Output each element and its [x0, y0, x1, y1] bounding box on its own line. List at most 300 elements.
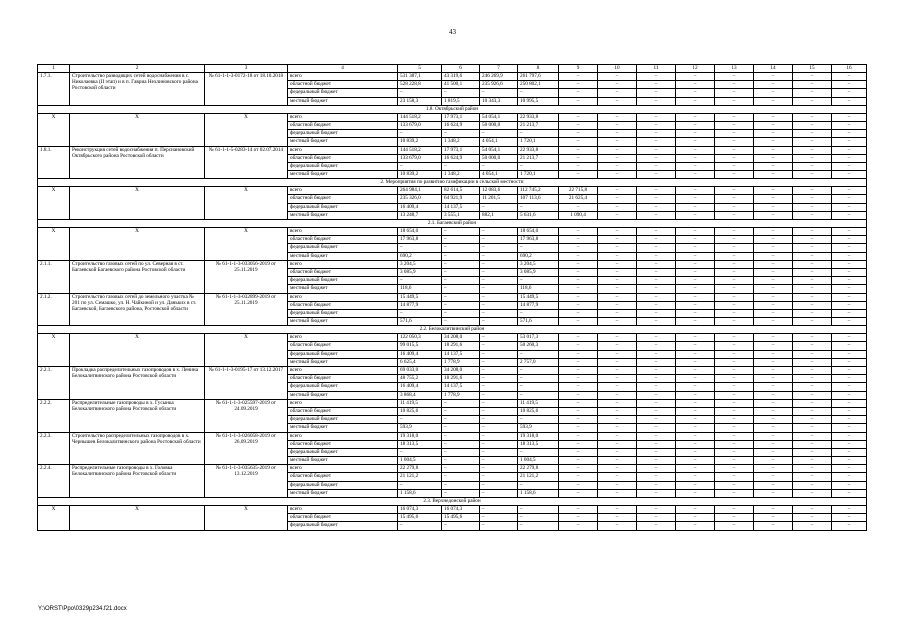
value-cell: – — [754, 432, 793, 440]
value-cell: 261 797,6 — [518, 73, 559, 81]
value-cell: – — [559, 293, 598, 301]
value-cell: 22 715,8 — [559, 187, 598, 195]
value-cell: 18 313,5 — [518, 440, 559, 448]
value-cell: – — [598, 89, 637, 97]
value-cell: – — [559, 514, 598, 522]
value-cell: 50 000,0 — [480, 121, 518, 129]
value-cell: – — [480, 432, 518, 440]
value-cell: – — [442, 399, 480, 407]
value-cell: 15 449,5 — [518, 293, 559, 301]
value-cell: – — [637, 130, 676, 138]
value-cell: – — [832, 171, 867, 179]
section-row — [38, 326, 867, 334]
value-cell: – — [598, 211, 637, 219]
value-cell: 3 555,1 — [442, 211, 480, 219]
value-cell: 21 121,2 — [398, 473, 442, 481]
section-title: 2.1. Багаевский район — [38, 220, 867, 228]
funding-source: федеральный бюджет — [288, 416, 398, 424]
value-cell: – — [715, 277, 754, 285]
value-cell: – — [480, 506, 518, 514]
value-cell: – — [754, 236, 793, 244]
value-cell: – — [518, 481, 559, 489]
value-cell: 18 291,6 — [442, 375, 480, 383]
funding-source: местный бюджет — [288, 171, 398, 179]
value-cell: – — [754, 171, 793, 179]
value-cell: – — [754, 391, 793, 399]
value-cell: 54 054,1 — [480, 146, 518, 154]
value-cell: – — [676, 244, 715, 252]
value-cell: – — [518, 130, 559, 138]
value-cell: – — [598, 318, 637, 326]
value-cell: – — [518, 162, 559, 170]
value-cell: 17 973,1 — [442, 146, 480, 154]
value-cell: – — [754, 506, 793, 514]
funding-source: областной бюджет — [288, 514, 398, 522]
value-cell: – — [676, 146, 715, 154]
funding-source: областной бюджет — [288, 407, 398, 415]
value-cell: – — [793, 432, 832, 440]
funding-source: местный бюджет — [288, 358, 398, 366]
funding-source: всего — [288, 187, 398, 195]
value-cell: – — [598, 162, 637, 170]
value-cell: – — [676, 457, 715, 465]
value-cell: – — [715, 146, 754, 154]
value-cell: – — [442, 301, 480, 309]
value-cell: – — [832, 187, 867, 195]
value-cell: – — [832, 342, 867, 350]
value-cell: – — [518, 383, 559, 391]
item-document: Х — [205, 228, 288, 261]
item-number: Х — [38, 187, 70, 220]
value-cell: – — [559, 457, 598, 465]
value-cell: 16 074,3 — [442, 506, 480, 514]
value-cell: – — [793, 228, 832, 236]
value-cell: – — [398, 416, 442, 424]
value-cell: – — [676, 383, 715, 391]
value-cell: 1 158,6 — [518, 489, 559, 497]
value-cell: – — [793, 514, 832, 522]
value-cell: – — [754, 277, 793, 285]
value-cell: 16 624,9 — [442, 154, 480, 162]
value-cell: – — [442, 228, 480, 236]
value-cell: – — [559, 367, 598, 375]
value-cell: – — [442, 424, 480, 432]
item-number: 2.1.1. — [38, 260, 70, 293]
value-cell: – — [676, 203, 715, 211]
value-cell: – — [754, 399, 793, 407]
value-cell: – — [832, 440, 867, 448]
funding-source: федеральный бюджет — [288, 244, 398, 252]
value-cell: 3 085,9 — [518, 268, 559, 276]
value-cell: – — [480, 407, 518, 415]
funding-source: областной бюджет — [288, 375, 398, 383]
value-cell: – — [637, 481, 676, 489]
value-cell: – — [398, 277, 442, 285]
item-number: 2.2.4. — [38, 465, 70, 498]
value-cell: – — [637, 187, 676, 195]
value-cell: 133 679,0 — [398, 154, 442, 162]
value-cell: – — [598, 309, 637, 317]
value-cell: – — [832, 89, 867, 97]
value-cell: – — [793, 424, 832, 432]
value-cell: – — [754, 113, 793, 121]
value-cell: – — [637, 89, 676, 97]
value-cell: 690,2 — [398, 252, 442, 260]
value-cell: – — [832, 203, 867, 211]
value-cell: – — [637, 342, 676, 350]
value-cell: – — [793, 465, 832, 473]
value-cell: – — [793, 407, 832, 415]
section-row — [38, 179, 867, 187]
item-document: Х — [205, 506, 288, 531]
value-cell: 10 825,6 — [518, 407, 559, 415]
value-cell: – — [754, 350, 793, 358]
value-cell: – — [676, 522, 715, 530]
value-cell: – — [559, 309, 598, 317]
value-cell: 21 213,7 — [518, 154, 559, 162]
table-row — [38, 367, 867, 375]
header-cell: 9 — [559, 65, 598, 73]
value-cell: – — [518, 350, 559, 358]
value-cell: – — [832, 522, 867, 530]
value-cell: – — [518, 203, 559, 211]
value-cell: – — [676, 391, 715, 399]
value-cell: – — [793, 342, 832, 350]
value-cell: – — [598, 252, 637, 260]
value-cell: – — [442, 244, 480, 252]
value-cell: – — [480, 465, 518, 473]
header-cell: 4 — [288, 65, 398, 73]
value-cell: – — [793, 187, 832, 195]
value-cell: 235 926,6 — [480, 81, 518, 89]
value-cell: – — [637, 277, 676, 285]
value-cell: – — [637, 407, 676, 415]
value-cell: – — [559, 375, 598, 383]
value-cell: – — [559, 146, 598, 154]
value-cell: – — [793, 146, 832, 154]
value-cell: 11 201,5 — [480, 195, 518, 203]
value-cell: 14 877,9 — [398, 301, 442, 309]
value-cell: – — [442, 481, 480, 489]
value-cell: – — [480, 481, 518, 489]
value-cell: – — [637, 203, 676, 211]
value-cell: – — [598, 457, 637, 465]
value-cell: – — [832, 473, 867, 481]
value-cell: – — [715, 350, 754, 358]
value-cell: – — [832, 293, 867, 301]
value-cell: – — [676, 73, 715, 81]
value-cell: – — [793, 457, 832, 465]
value-cell: – — [598, 228, 637, 236]
value-cell: – — [676, 416, 715, 424]
value-cell: – — [480, 489, 518, 497]
value-cell: – — [480, 244, 518, 252]
value-cell: 4 054,1 — [480, 138, 518, 146]
value-cell: – — [637, 113, 676, 121]
value-cell: – — [715, 473, 754, 481]
funding-source: федеральный бюджет — [288, 350, 398, 358]
value-cell: – — [598, 432, 637, 440]
value-cell: – — [442, 407, 480, 415]
item-number: 1.7.1. — [38, 73, 70, 106]
value-cell: – — [715, 358, 754, 366]
value-cell: – — [832, 383, 867, 391]
value-cell: – — [637, 448, 676, 456]
value-cell: – — [715, 481, 754, 489]
value-cell: – — [793, 81, 832, 89]
value-cell: – — [598, 113, 637, 121]
value-cell: – — [715, 514, 754, 522]
value-cell: – — [398, 309, 442, 317]
section-title: 1.8. Октябрьский район — [38, 105, 867, 113]
item-name: Х — [70, 506, 205, 531]
value-cell: – — [715, 407, 754, 415]
value-cell: 133 679,0 — [398, 121, 442, 129]
value-cell: – — [518, 277, 559, 285]
value-cell: – — [480, 318, 518, 326]
value-cell: – — [793, 375, 832, 383]
value-cell: – — [637, 514, 676, 522]
value-cell: 16 624,9 — [442, 121, 480, 129]
value-cell: – — [480, 391, 518, 399]
value-cell: – — [480, 440, 518, 448]
item-name: Строительство газовых сетей по ул. Северная в ст. Багаевской Багаевского района Ростовской области — [70, 260, 205, 293]
value-cell: – — [793, 481, 832, 489]
value-cell: 6 625,4 — [398, 358, 442, 366]
value-cell: – — [754, 473, 793, 481]
value-cell: – — [832, 514, 867, 522]
value-cell: – — [442, 89, 480, 97]
value-cell: – — [793, 277, 832, 285]
value-cell: – — [754, 138, 793, 146]
value-cell: – — [715, 399, 754, 407]
value-cell: – — [793, 350, 832, 358]
value-cell: – — [637, 334, 676, 342]
header-cell: 8 — [518, 65, 559, 73]
table-row — [38, 465, 867, 473]
page-number: 43 — [449, 28, 456, 36]
value-cell: 118,6 — [398, 285, 442, 293]
value-cell: 11 419,5 — [518, 399, 559, 407]
value-cell: – — [637, 195, 676, 203]
item-document: № 61-1-1-3-035635-2019 от 13.12.2019 — [205, 465, 288, 498]
value-cell: – — [832, 399, 867, 407]
value-cell: – — [754, 154, 793, 162]
value-cell: 10 839,2 — [398, 171, 442, 179]
value-cell: – — [598, 391, 637, 399]
item-number: Х — [38, 334, 70, 367]
value-cell: – — [559, 113, 598, 121]
item-document: Х — [205, 113, 288, 146]
value-cell: – — [559, 350, 598, 358]
value-cell: – — [637, 375, 676, 383]
footer-file-path: Y:\ORST\Ppo\0329p234.f21.docx — [38, 606, 127, 612]
item-document: Х — [205, 334, 288, 367]
header-cell: 16 — [832, 65, 867, 73]
value-cell: – — [559, 506, 598, 514]
value-cell: – — [832, 228, 867, 236]
value-cell: – — [676, 367, 715, 375]
funding-source: всего — [288, 228, 398, 236]
funding-source: местный бюджет — [288, 318, 398, 326]
item-number: 2.2.3. — [38, 432, 70, 465]
value-cell: – — [598, 440, 637, 448]
header-cell: 11 — [637, 65, 676, 73]
value-cell: – — [676, 154, 715, 162]
value-cell: – — [598, 334, 637, 342]
value-cell: 1 778,9 — [442, 358, 480, 366]
value-cell: 14 137,5 — [442, 383, 480, 391]
value-cell: – — [715, 252, 754, 260]
value-cell: – — [598, 203, 637, 211]
value-cell: – — [637, 228, 676, 236]
funding-source: федеральный бюджет — [288, 383, 398, 391]
header-cell: 10 — [598, 65, 637, 73]
funding-source: областной бюджет — [288, 81, 398, 89]
value-cell: 10 343,3 — [480, 97, 518, 105]
value-cell: – — [793, 334, 832, 342]
value-cell: – — [598, 358, 637, 366]
value-cell: – — [754, 97, 793, 105]
funding-source: областной бюджет — [288, 121, 398, 129]
funding-source: федеральный бюджет — [288, 448, 398, 456]
funding-source: всего — [288, 506, 398, 514]
value-cell: – — [754, 81, 793, 89]
value-cell: – — [793, 448, 832, 456]
value-cell: – — [715, 121, 754, 129]
value-cell: – — [676, 318, 715, 326]
value-cell: – — [832, 244, 867, 252]
value-cell: – — [398, 522, 442, 530]
value-cell: – — [793, 522, 832, 530]
item-number: Х — [38, 506, 70, 531]
value-cell: 21 121,2 — [518, 473, 559, 481]
table-row — [38, 113, 867, 121]
funding-source: местный бюджет — [288, 211, 398, 219]
value-cell: – — [754, 407, 793, 415]
value-cell: – — [832, 432, 867, 440]
value-cell: – — [832, 285, 867, 293]
value-cell: – — [832, 318, 867, 326]
value-cell: 17 973,1 — [442, 113, 480, 121]
value-cell: – — [598, 350, 637, 358]
value-cell: – — [559, 236, 598, 244]
value-cell: – — [715, 309, 754, 317]
value-cell: 18 313,5 — [398, 440, 442, 448]
value-cell: – — [793, 358, 832, 366]
value-cell: – — [480, 358, 518, 366]
value-cell: – — [637, 81, 676, 89]
value-cell: – — [637, 301, 676, 309]
value-cell: – — [637, 432, 676, 440]
value-cell: 1 720,1 — [518, 171, 559, 179]
value-cell: – — [637, 489, 676, 497]
value-cell: 41 500,1 — [442, 81, 480, 89]
value-cell: – — [715, 260, 754, 268]
value-cell: – — [832, 506, 867, 514]
value-cell: 1 819,5 — [442, 97, 480, 105]
value-cell: – — [832, 277, 867, 285]
value-cell: – — [518, 89, 559, 97]
value-cell: 528 228,8 — [398, 81, 442, 89]
value-cell: 235 326,0 — [398, 195, 442, 203]
section-title: 2. Мероприятия по развитию газификации в сельской местности — [38, 179, 867, 187]
value-cell: – — [793, 473, 832, 481]
value-cell: – — [480, 277, 518, 285]
header-cell: 2 — [70, 65, 205, 73]
value-cell: – — [715, 489, 754, 497]
value-cell: 1 004,5 — [518, 457, 559, 465]
value-cell: – — [442, 260, 480, 268]
value-cell: – — [676, 277, 715, 285]
value-cell: – — [442, 277, 480, 285]
header-cell: 1 — [38, 65, 70, 73]
item-document: Х — [205, 187, 288, 220]
value-cell: – — [398, 89, 442, 97]
header-cell: 14 — [754, 65, 793, 73]
value-cell: – — [676, 506, 715, 514]
value-cell: – — [832, 268, 867, 276]
value-cell: – — [559, 318, 598, 326]
value-cell: – — [715, 97, 754, 105]
value-cell: 22 933,8 — [518, 146, 559, 154]
value-cell: – — [637, 73, 676, 81]
value-cell: – — [598, 448, 637, 456]
value-cell: – — [598, 138, 637, 146]
value-cell: – — [559, 138, 598, 146]
value-cell: – — [832, 146, 867, 154]
value-cell: – — [715, 81, 754, 89]
value-cell: – — [480, 203, 518, 211]
value-cell: – — [832, 334, 867, 342]
value-cell: – — [559, 228, 598, 236]
value-cell: – — [598, 154, 637, 162]
value-cell: – — [559, 334, 598, 342]
value-cell: – — [715, 432, 754, 440]
value-cell: – — [832, 391, 867, 399]
value-cell: 593,9 — [518, 424, 559, 432]
value-cell: 15 495,6 — [398, 514, 442, 522]
value-cell: 571,6 — [518, 318, 559, 326]
value-cell: – — [754, 293, 793, 301]
value-cell: – — [442, 457, 480, 465]
value-cell: – — [559, 121, 598, 129]
value-cell: – — [598, 424, 637, 432]
value-cell: – — [715, 171, 754, 179]
value-cell: – — [676, 473, 715, 481]
table-row — [38, 293, 867, 301]
value-cell: – — [793, 97, 832, 105]
value-cell: – — [793, 268, 832, 276]
value-cell: – — [598, 146, 637, 154]
item-name: Х — [70, 113, 205, 146]
value-cell: – — [637, 399, 676, 407]
value-cell: – — [442, 318, 480, 326]
value-cell: – — [832, 138, 867, 146]
funding-source: всего — [288, 293, 398, 301]
value-cell: 19 318,0 — [398, 432, 442, 440]
value-cell: – — [598, 473, 637, 481]
item-name: Распределительные газопроводы в х. Головка Белокалитвинского района Ростовской области — [70, 465, 205, 498]
value-cell: – — [754, 334, 793, 342]
value-cell: 23 158,3 — [398, 97, 442, 105]
value-cell: – — [559, 432, 598, 440]
value-cell: 13 248,7 — [398, 211, 442, 219]
table-row — [38, 228, 867, 236]
value-cell: – — [442, 130, 480, 138]
value-cell: – — [832, 252, 867, 260]
item-document: № 61-1-1-3-0195-17 от 13.12.2017 — [205, 367, 288, 400]
